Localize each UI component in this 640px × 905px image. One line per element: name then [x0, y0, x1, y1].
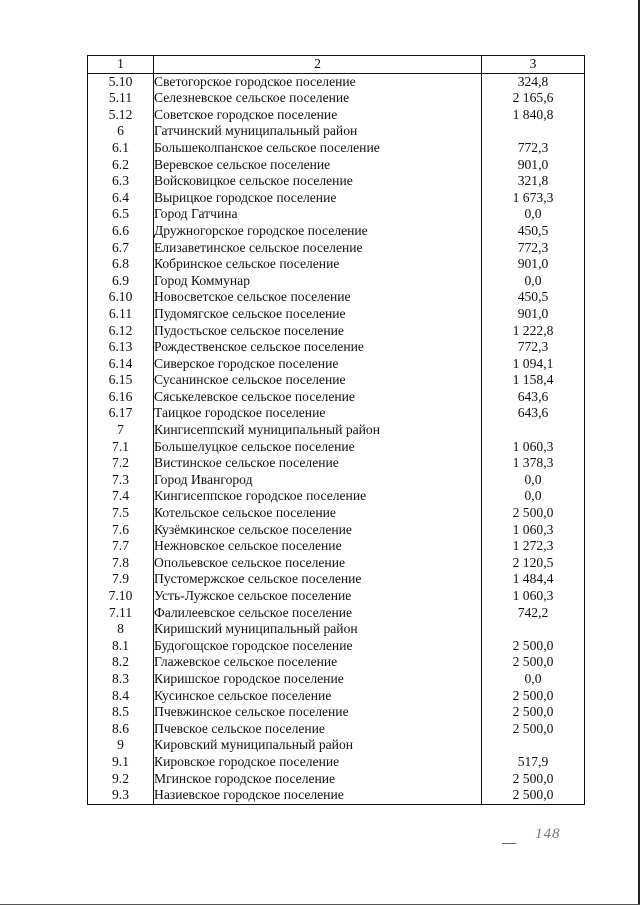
amount-value: 2 120,5 [512, 554, 554, 570]
municipality-name: Таицкое городское поселение [154, 405, 482, 422]
table-row [88, 323, 585, 340]
row-number: 8.5 [88, 704, 154, 721]
table-row [88, 522, 585, 539]
table-row [88, 173, 585, 190]
municipality-name: Селезневское сельское поселение [154, 90, 482, 107]
row-number: 6.10 [88, 289, 154, 306]
amount-value: 1 272,3 [512, 538, 554, 554]
table-row [88, 223, 585, 240]
table-row [88, 206, 585, 223]
amount-value: 517,9 [517, 753, 549, 769]
amount-value: 772,3 [517, 339, 549, 355]
row-number: 6.12 [88, 323, 154, 340]
amount-value [482, 422, 585, 439]
amount-value: 0,0 [524, 206, 542, 222]
table-row [88, 787, 585, 804]
amount-value: 901,0 [517, 305, 549, 321]
row-number: 6.16 [88, 389, 154, 406]
municipality-name: Киришское городское поселение [154, 671, 482, 688]
table-row [88, 405, 585, 422]
table-row [88, 588, 585, 605]
table-row [88, 256, 585, 273]
table-row [88, 422, 585, 439]
municipality-name: Войсковицкое сельское поселение [154, 173, 482, 190]
row-number: 6.4 [88, 190, 154, 207]
amount-value: 2 500,0 [512, 637, 554, 653]
table-row [88, 240, 585, 257]
municipality-name: Назиевское городское поселение [154, 787, 482, 804]
amount-value [482, 621, 585, 638]
row-number: 6.17 [88, 405, 154, 422]
table-row [88, 107, 585, 124]
table-row [88, 389, 585, 406]
amount-value: 321,8 [517, 173, 549, 189]
amount-value [482, 123, 585, 140]
table-row [88, 671, 585, 688]
table-row [88, 372, 585, 389]
amount-value: 0,0 [524, 488, 542, 504]
row-number: 7.6 [88, 522, 154, 539]
municipality-name: Сусанинское сельское поселение [154, 372, 482, 389]
municipality-name: Вистинское сельское поселение [154, 455, 482, 472]
row-number: 7.1 [88, 439, 154, 456]
amount-value: 450,5 [517, 289, 549, 305]
row-number: 8.2 [88, 654, 154, 671]
row-number: 6 [88, 123, 154, 140]
amount-value: 2 500,0 [512, 654, 554, 670]
row-number: 6.6 [88, 223, 154, 240]
amount-value: 1 060,3 [512, 438, 554, 454]
table-row [88, 90, 585, 107]
row-number: 9 [88, 737, 154, 754]
row-number: 7.10 [88, 588, 154, 605]
table-row [88, 638, 585, 655]
column-header-name: 2 [154, 56, 482, 74]
row-number: 7.9 [88, 571, 154, 588]
amount-value: 324,8 [517, 73, 549, 89]
row-number: 6.8 [88, 256, 154, 273]
municipality-name: Пустомержское сельское поселение [154, 571, 482, 588]
amount-value: 643,6 [517, 405, 549, 421]
row-number: 7.11 [88, 605, 154, 622]
municipality-name: Советское городское поселение [154, 107, 482, 124]
row-number: 5.11 [88, 90, 154, 107]
municipality-name: Фалилеевское сельское поселение [154, 605, 482, 622]
municipality-name: Будогощское городское поселение [154, 638, 482, 655]
table-row [88, 488, 585, 505]
amount-value: 1 484,4 [512, 571, 554, 587]
municipality-name: Котельское сельское поселение [154, 505, 482, 522]
row-number: 9.2 [88, 771, 154, 788]
amount-value: 1 378,3 [512, 455, 554, 471]
row-number: 8 [88, 621, 154, 638]
table-row [88, 157, 585, 174]
municipality-name: Дружногорское городское поселение [154, 223, 482, 240]
municipality-name: Глажевское сельское поселение [154, 654, 482, 671]
row-number: 8.1 [88, 638, 154, 655]
amount-value: 1 060,3 [512, 588, 554, 603]
table-row [88, 273, 585, 290]
municipality-name: Пчевское сельское поселение [154, 721, 482, 738]
table-row [88, 704, 585, 721]
municipality-name: Нежновское сельское поселение [154, 538, 482, 555]
amount-value: 772,3 [517, 239, 549, 255]
amount-value: 2 165,6 [512, 90, 554, 106]
header-row [88, 56, 585, 74]
row-number: 9.3 [88, 787, 154, 804]
amount-value: 1 673,3 [512, 189, 554, 205]
table-row [88, 439, 585, 456]
amount-value: 643,6 [517, 388, 549, 404]
municipality-name: Кусинское сельское поселение [154, 688, 482, 705]
table-row [88, 455, 585, 472]
municipality-name: Кировский муниципальный район [154, 737, 482, 754]
table-row [88, 356, 585, 373]
amount-value: 742,2 [517, 604, 549, 620]
table-row [88, 73, 585, 90]
row-number: 6.1 [88, 140, 154, 157]
column-header-number: 1 [88, 56, 154, 74]
municipality-name: Пчевжинское сельское поселение [154, 704, 482, 721]
row-number: 7.3 [88, 472, 154, 489]
municipality-name: Город Гатчина [154, 206, 482, 223]
municipality-name: Кобринское сельское поселение [154, 256, 482, 273]
amount-value: 0,0 [524, 272, 542, 288]
table-row [88, 737, 585, 754]
table-row [88, 190, 585, 207]
table-row [88, 289, 585, 306]
amount-value: 450,5 [517, 222, 549, 238]
row-number: 7.7 [88, 538, 154, 555]
row-number: 8.4 [88, 688, 154, 705]
municipality-name: Город Коммунар [154, 273, 482, 290]
amount-value: 2 500,0 [512, 505, 554, 521]
municipality-name: Киришский муниципальный район [154, 621, 482, 638]
municipality-name: Новосветское сельское поселение [154, 289, 482, 306]
municipality-name: Пудостьское сельское поселение [154, 323, 482, 340]
municipality-name: Сяськелевское сельское поселение [154, 389, 482, 406]
amount-value: 1 158,4 [512, 372, 554, 388]
row-number: 6.2 [88, 157, 154, 174]
row-number: 5.10 [88, 73, 154, 90]
table-row [88, 654, 585, 671]
row-number: 6.5 [88, 206, 154, 223]
municipality-name: Кингисеппский муниципальный район [154, 422, 482, 439]
page-number: 148 [535, 826, 561, 842]
municipality-name: Сиверское городское поселение [154, 356, 482, 373]
amount-value: 901,0 [517, 256, 549, 272]
amount-value: 2 500,0 [512, 704, 554, 720]
row-number: 7.4 [88, 488, 154, 505]
municipality-name: Вырицкое городское поселение [154, 190, 482, 207]
row-number: 8.6 [88, 721, 154, 738]
amount-value: 1 094,1 [512, 355, 554, 371]
table-row [88, 571, 585, 588]
row-number: 8.3 [88, 671, 154, 688]
amount-value: 901,0 [517, 156, 549, 172]
amount-value: 1 060,3 [512, 521, 554, 537]
table-row [88, 688, 585, 705]
table-row [88, 306, 585, 323]
amount-value: 2 500,0 [512, 720, 554, 736]
amount-value: 2 500,0 [512, 770, 554, 786]
amount-value: 772,3 [517, 139, 549, 155]
municipality-name: Кингисеппское городское поселение [154, 488, 482, 505]
amount-value: 1 840,8 [512, 106, 554, 122]
row-number: 6.3 [88, 173, 154, 190]
table-row [88, 621, 585, 638]
row-number: 7.5 [88, 505, 154, 522]
municipality-name: Большелуцкое сельское поселение [154, 439, 482, 456]
table-row [88, 771, 585, 788]
table-row [88, 472, 585, 489]
amount-value: 0,0 [524, 670, 542, 686]
row-number: 7.2 [88, 455, 154, 472]
table-row [88, 721, 585, 738]
row-number: 6.9 [88, 273, 154, 290]
municipality-name: Большеколпанское сельское поселение [154, 140, 482, 157]
amount-value: 2 500,0 [512, 787, 554, 803]
municipality-name: Веревское сельское поселение [154, 157, 482, 174]
amount-value [482, 737, 585, 754]
row-number: 6.15 [88, 372, 154, 389]
table-body [88, 73, 585, 804]
municipality-name: Мгинское городское поселение [154, 771, 482, 788]
amount-value: 2 500,0 [512, 687, 554, 703]
municipality-name: Усть-Лужское сельское поселение [154, 588, 482, 605]
table-row [88, 555, 585, 572]
row-number: 6.7 [88, 240, 154, 257]
municipality-name: Кировское городское поселение [154, 754, 482, 771]
table-row [88, 123, 585, 140]
table-row [88, 505, 585, 522]
municipality-name: Светогорское городское поселение [154, 73, 482, 90]
row-number: 9.1 [88, 754, 154, 771]
table-row [88, 605, 585, 622]
page-number-dash [502, 843, 516, 844]
amount-value: 0,0 [524, 471, 542, 487]
row-number: 6.14 [88, 356, 154, 373]
municipality-name: Гатчинский муниципальный район [154, 123, 482, 140]
row-number: 7.8 [88, 555, 154, 572]
municipality-name: Елизаветинское сельское поселение [154, 240, 482, 257]
amount-value: 1 222,8 [512, 322, 554, 338]
column-header-amount: 3 [482, 56, 585, 74]
municipality-name: Пудомягское сельское поселение [154, 306, 482, 323]
row-number: 5.12 [88, 107, 154, 124]
municipality-name: Кузёмкинское сельское поселение [154, 522, 482, 539]
municipality-name: Рождественское сельское поселение [154, 339, 482, 356]
row-number: 7 [88, 422, 154, 439]
row-number: 6.11 [88, 306, 154, 323]
table-row [88, 754, 585, 771]
allocation-table [87, 55, 585, 805]
municipality-name: Опольевское сельское поселение [154, 555, 482, 572]
table-row [88, 538, 585, 555]
row-number: 6.13 [88, 339, 154, 356]
municipality-name: Город Ивангород [154, 472, 482, 489]
table-row [88, 140, 585, 157]
table-row [88, 339, 585, 356]
